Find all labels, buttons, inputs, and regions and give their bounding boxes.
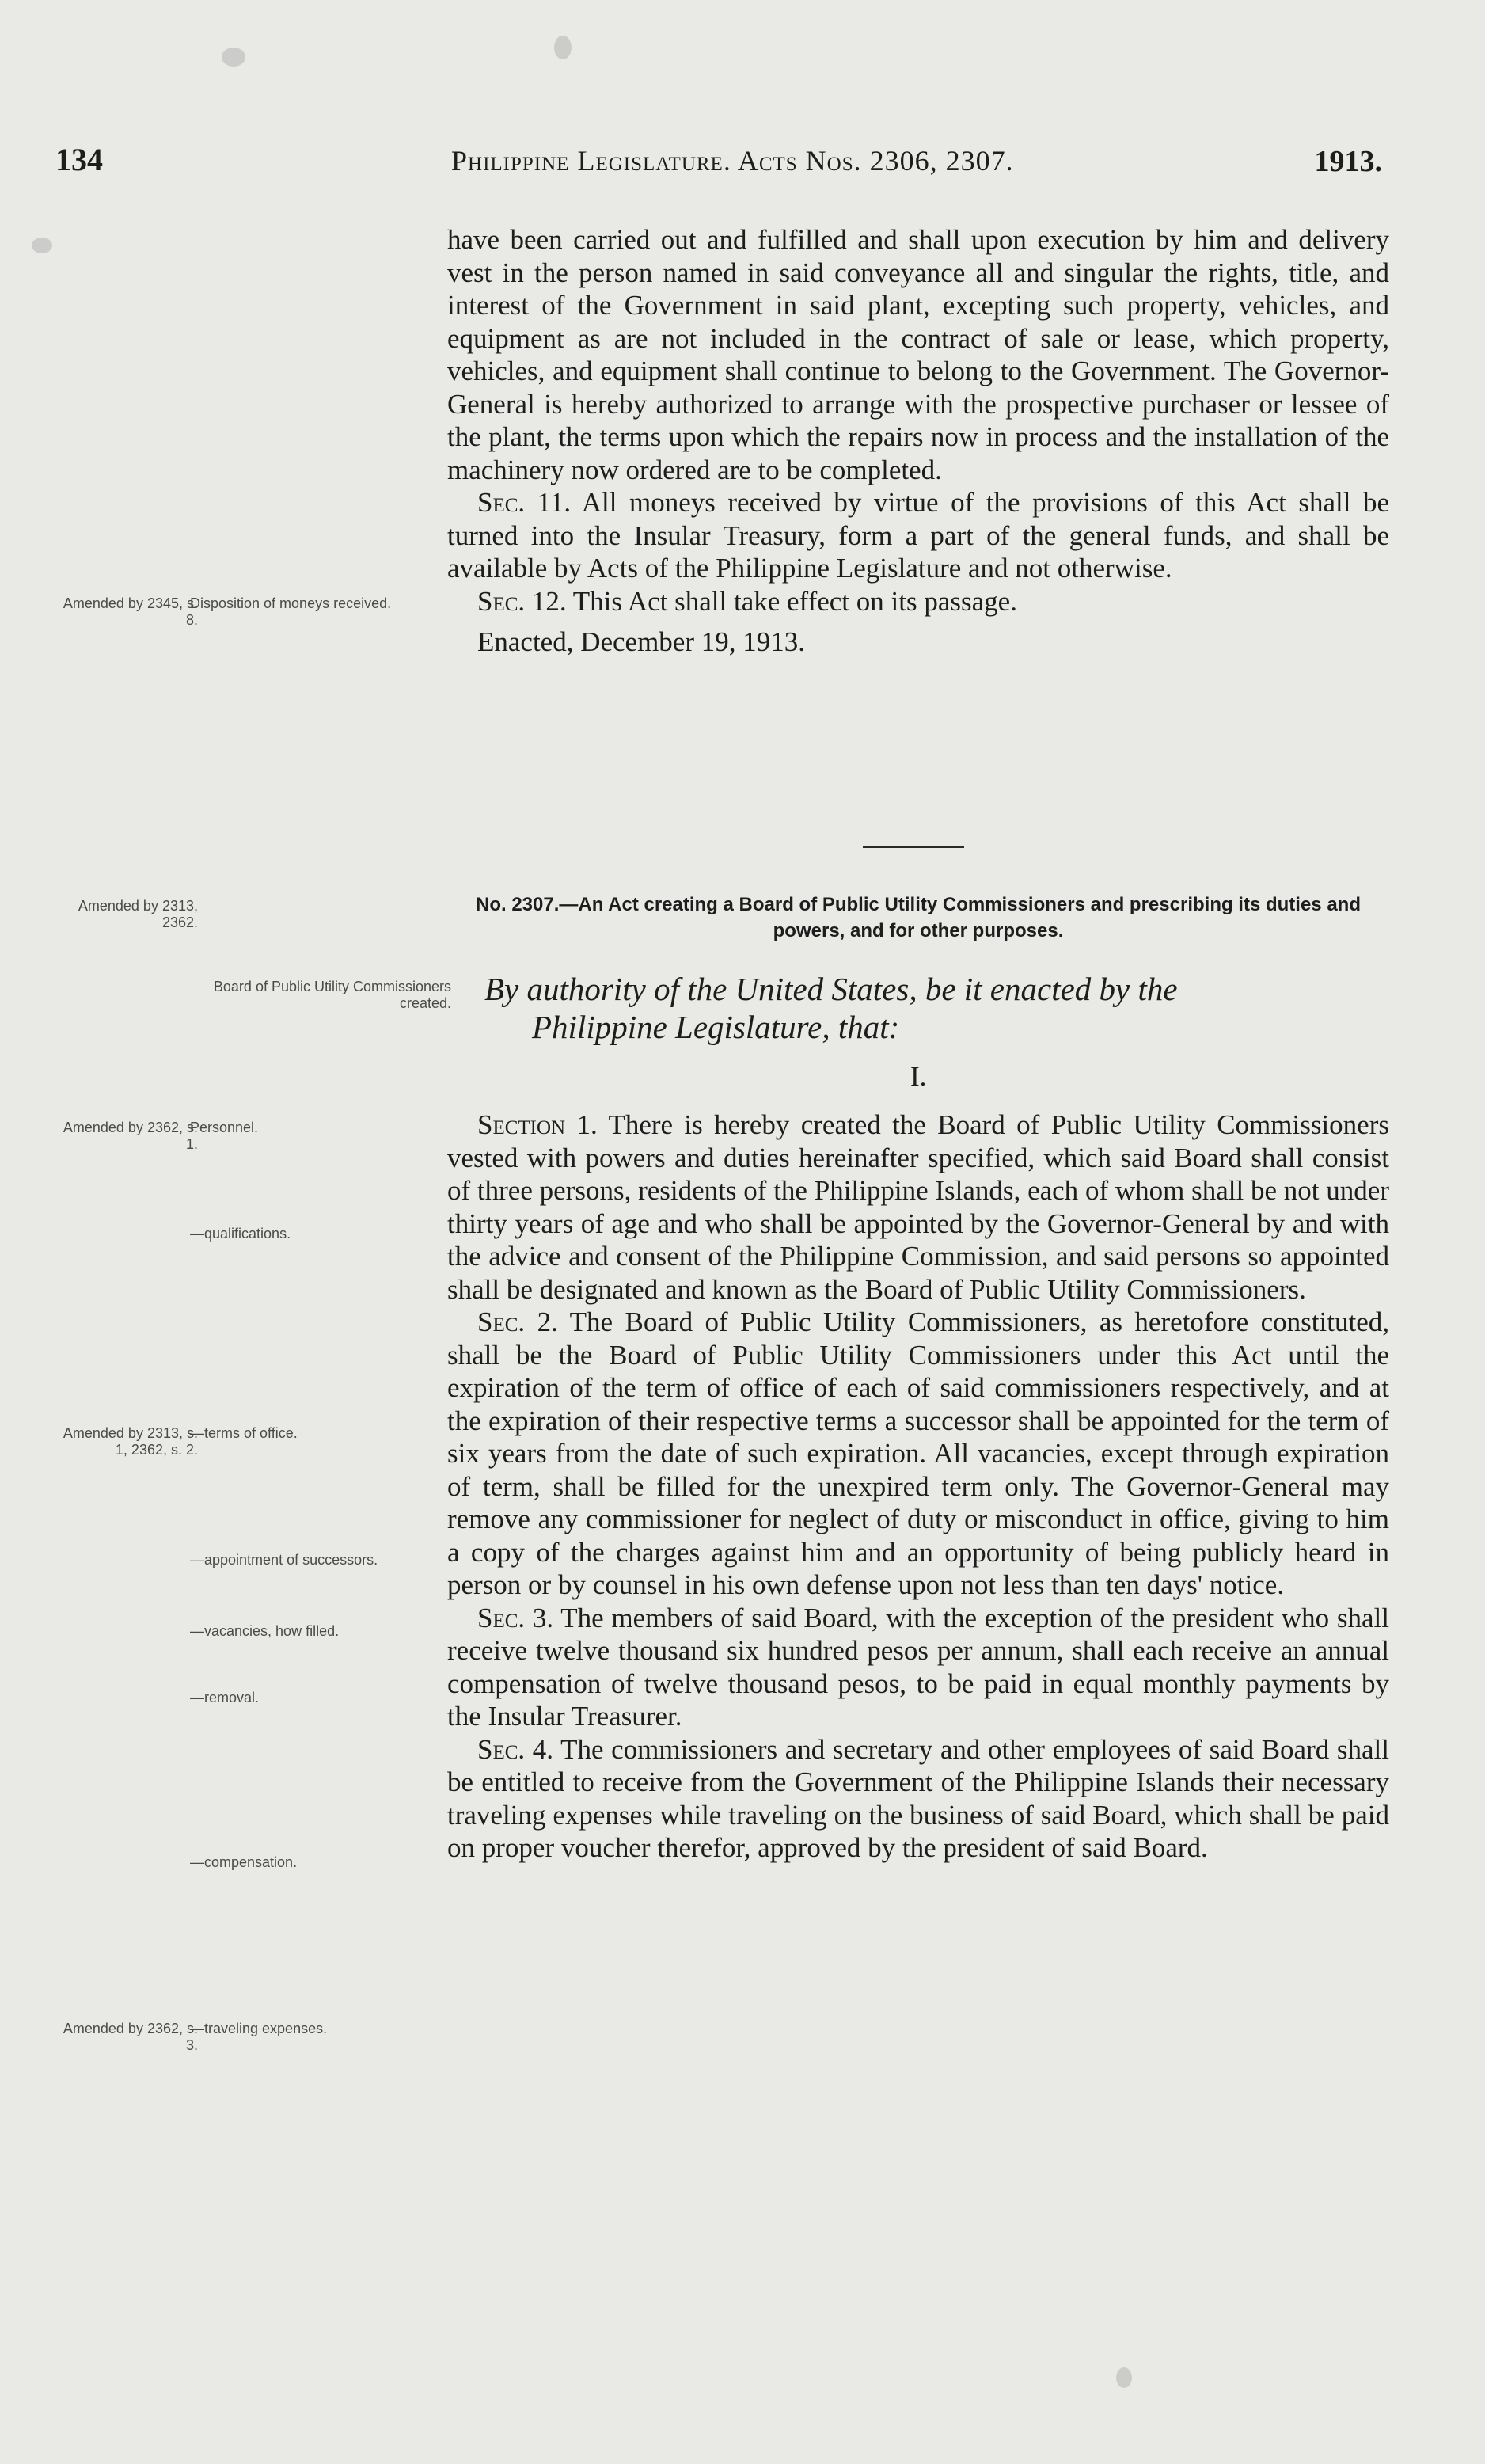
margin-terms-of-office: —terms of office. bbox=[190, 1425, 298, 1441]
section-3-label: Sec. 3. bbox=[477, 1602, 554, 1633]
margin-traveling-expenses: —traveling expenses. bbox=[190, 2021, 328, 2036]
section-4-label: Sec. 4. bbox=[477, 1733, 554, 1765]
enacting-clause bbox=[484, 970, 1395, 1046]
section-divider bbox=[863, 846, 964, 848]
section-4 bbox=[447, 1733, 1389, 1865]
header-year: 1913. bbox=[1314, 145, 1382, 178]
section-3 bbox=[447, 1602, 1389, 1733]
section-11-label: Sec. 11. bbox=[477, 487, 572, 518]
section-1 bbox=[447, 1108, 1389, 1306]
enacted-date: Enacted, December 19, 1913. bbox=[477, 626, 806, 657]
act-2306-continuation bbox=[447, 223, 1389, 659]
act-2307-sections bbox=[447, 1108, 1389, 1865]
section-2 bbox=[447, 1306, 1389, 1602]
scan-speck bbox=[222, 48, 245, 67]
section-3-text: The members of said Board, with the exception of the president who shall receive twelve thousand six hundred pesos per annum, shall each receive an annual compensation of twelve thousand pesos, to be paid in equal monthly payments by the Insular Treasurer. bbox=[447, 1602, 1389, 1732]
act-title: No. 2307.—An Act creating a Board of Public Utility Commissioners and prescribing its duties and powers, and for other purposes. bbox=[475, 894, 1361, 941]
section-12-text: This Act shall take effect on its passage. bbox=[572, 585, 1017, 617]
margin-sec11-disposition: Disposition of moneys received. bbox=[190, 595, 392, 611]
margin-amended-sec1: Amended by 2362, s. 1. bbox=[63, 1120, 198, 1152]
margin-compensation: —compensation. bbox=[190, 1854, 298, 1870]
paragraph-continuation: have been carried out and fulfilled and shall upon execution by him and delivery vest in the person named in said conveyance all and singular the rights, title, and interest of the Government in said plant, excepting such property, vehicles, and equipment as are not included in the contract of sale or lease, which property, vehicles, and equipment shall continue to belong to the Government. The Governor-General is hereby authorized to arrange with the prospective purchaser or lessee of the plant, the terms upon which the repairs now in process and the installation of the machinery now ordered are to be completed. bbox=[447, 224, 1389, 485]
margin-personnel: Personnel. bbox=[190, 1120, 259, 1135]
section-11 bbox=[447, 486, 1389, 585]
margin-appointment-successors: —appointment of successors. bbox=[190, 1552, 378, 1568]
section-12 bbox=[447, 585, 1389, 618]
margin-removal: —removal. bbox=[190, 1690, 260, 1705]
enacting-clause-line1: By authority of the United States, be it enacted by the bbox=[484, 971, 1178, 1007]
margin-amended-sec11: Amended by 2345, s. 8. bbox=[63, 595, 198, 628]
margin-amended-act: Amended by 2313, 2362. bbox=[78, 898, 198, 930]
margin-amended-sec2: Amended by 2313, s. 1, 2362, s. 2. bbox=[63, 1425, 198, 1458]
margin-qualifications: —qualifications. bbox=[190, 1226, 291, 1242]
scan-speck bbox=[32, 238, 52, 253]
section-2-label: Sec. 2. bbox=[477, 1306, 558, 1337]
margin-board-created: Board of Public Utility Commissioners created. bbox=[213, 979, 451, 1011]
page-header bbox=[55, 141, 1382, 188]
scan-speck bbox=[1116, 2367, 1132, 2388]
section-1-text: There is hereby created the Board of Public Utility Commissioners vested with powers and duties hereinafter specified, which said Board shall consist of three persons, residents of the Philippine Islands, each of whom shall be not under thirty years of age and who shall be appointed by the Governor-General by and with the advice and consent of the Philippine Commission, and said persons so appointed shall be designated and known as the Board of Public Utility Commissioners. bbox=[447, 1109, 1389, 1305]
scan-speck bbox=[554, 36, 572, 59]
margin-amended-sec4: Amended by 2362, s. 3. bbox=[63, 2021, 198, 2053]
section-12-label: Sec. 12. bbox=[477, 585, 567, 617]
section-11-text: All moneys received by virtue of the provisions of this Act shall be turned into the Insular Treasury, form a part of the general funds, and shall be available by Acts of the Philippine Legislature and not otherwise. bbox=[447, 487, 1389, 584]
section-4-text: The commissioners and secretary and other employees of said Board shall be entitled to receive from the Government of the Philippine Islands their necessary traveling expenses while traveling on the business of said Board, which shall be paid on proper voucher therefor, approved by the president of said Board. bbox=[447, 1733, 1389, 1863]
page-number: 134 bbox=[55, 142, 103, 177]
enacting-clause-line2: Philippine Legislature, that: bbox=[532, 1009, 900, 1045]
part-heading: I. bbox=[910, 1061, 927, 1092]
running-head: Philippine Legislature. Acts Nos. 2306, 2307. bbox=[451, 145, 1014, 177]
margin-vacancies: —vacancies, how filled. bbox=[190, 1623, 340, 1639]
section-1-label: Section 1. bbox=[477, 1109, 598, 1140]
section-2-text: The Board of Public Utility Commissioners, as heretofore constituted, shall be the Board of Public Utility Commissioners under this Act until the expiration of the term of office of each of said commissioners respectively, and at the expiration of their respective terms a successor shall be appointed for the term of six years from the date of such expiration. All vacancies, except through expiration of term, shall be filled for the unexpired term only. The Governor-General may remove any commissioner for neglect of duty or misconduct in office, giving to him a copy of the charges against him and an opportunity of being publicly heard in person or by counsel in his own defense upon not less than ten days' notice. bbox=[447, 1306, 1389, 1600]
